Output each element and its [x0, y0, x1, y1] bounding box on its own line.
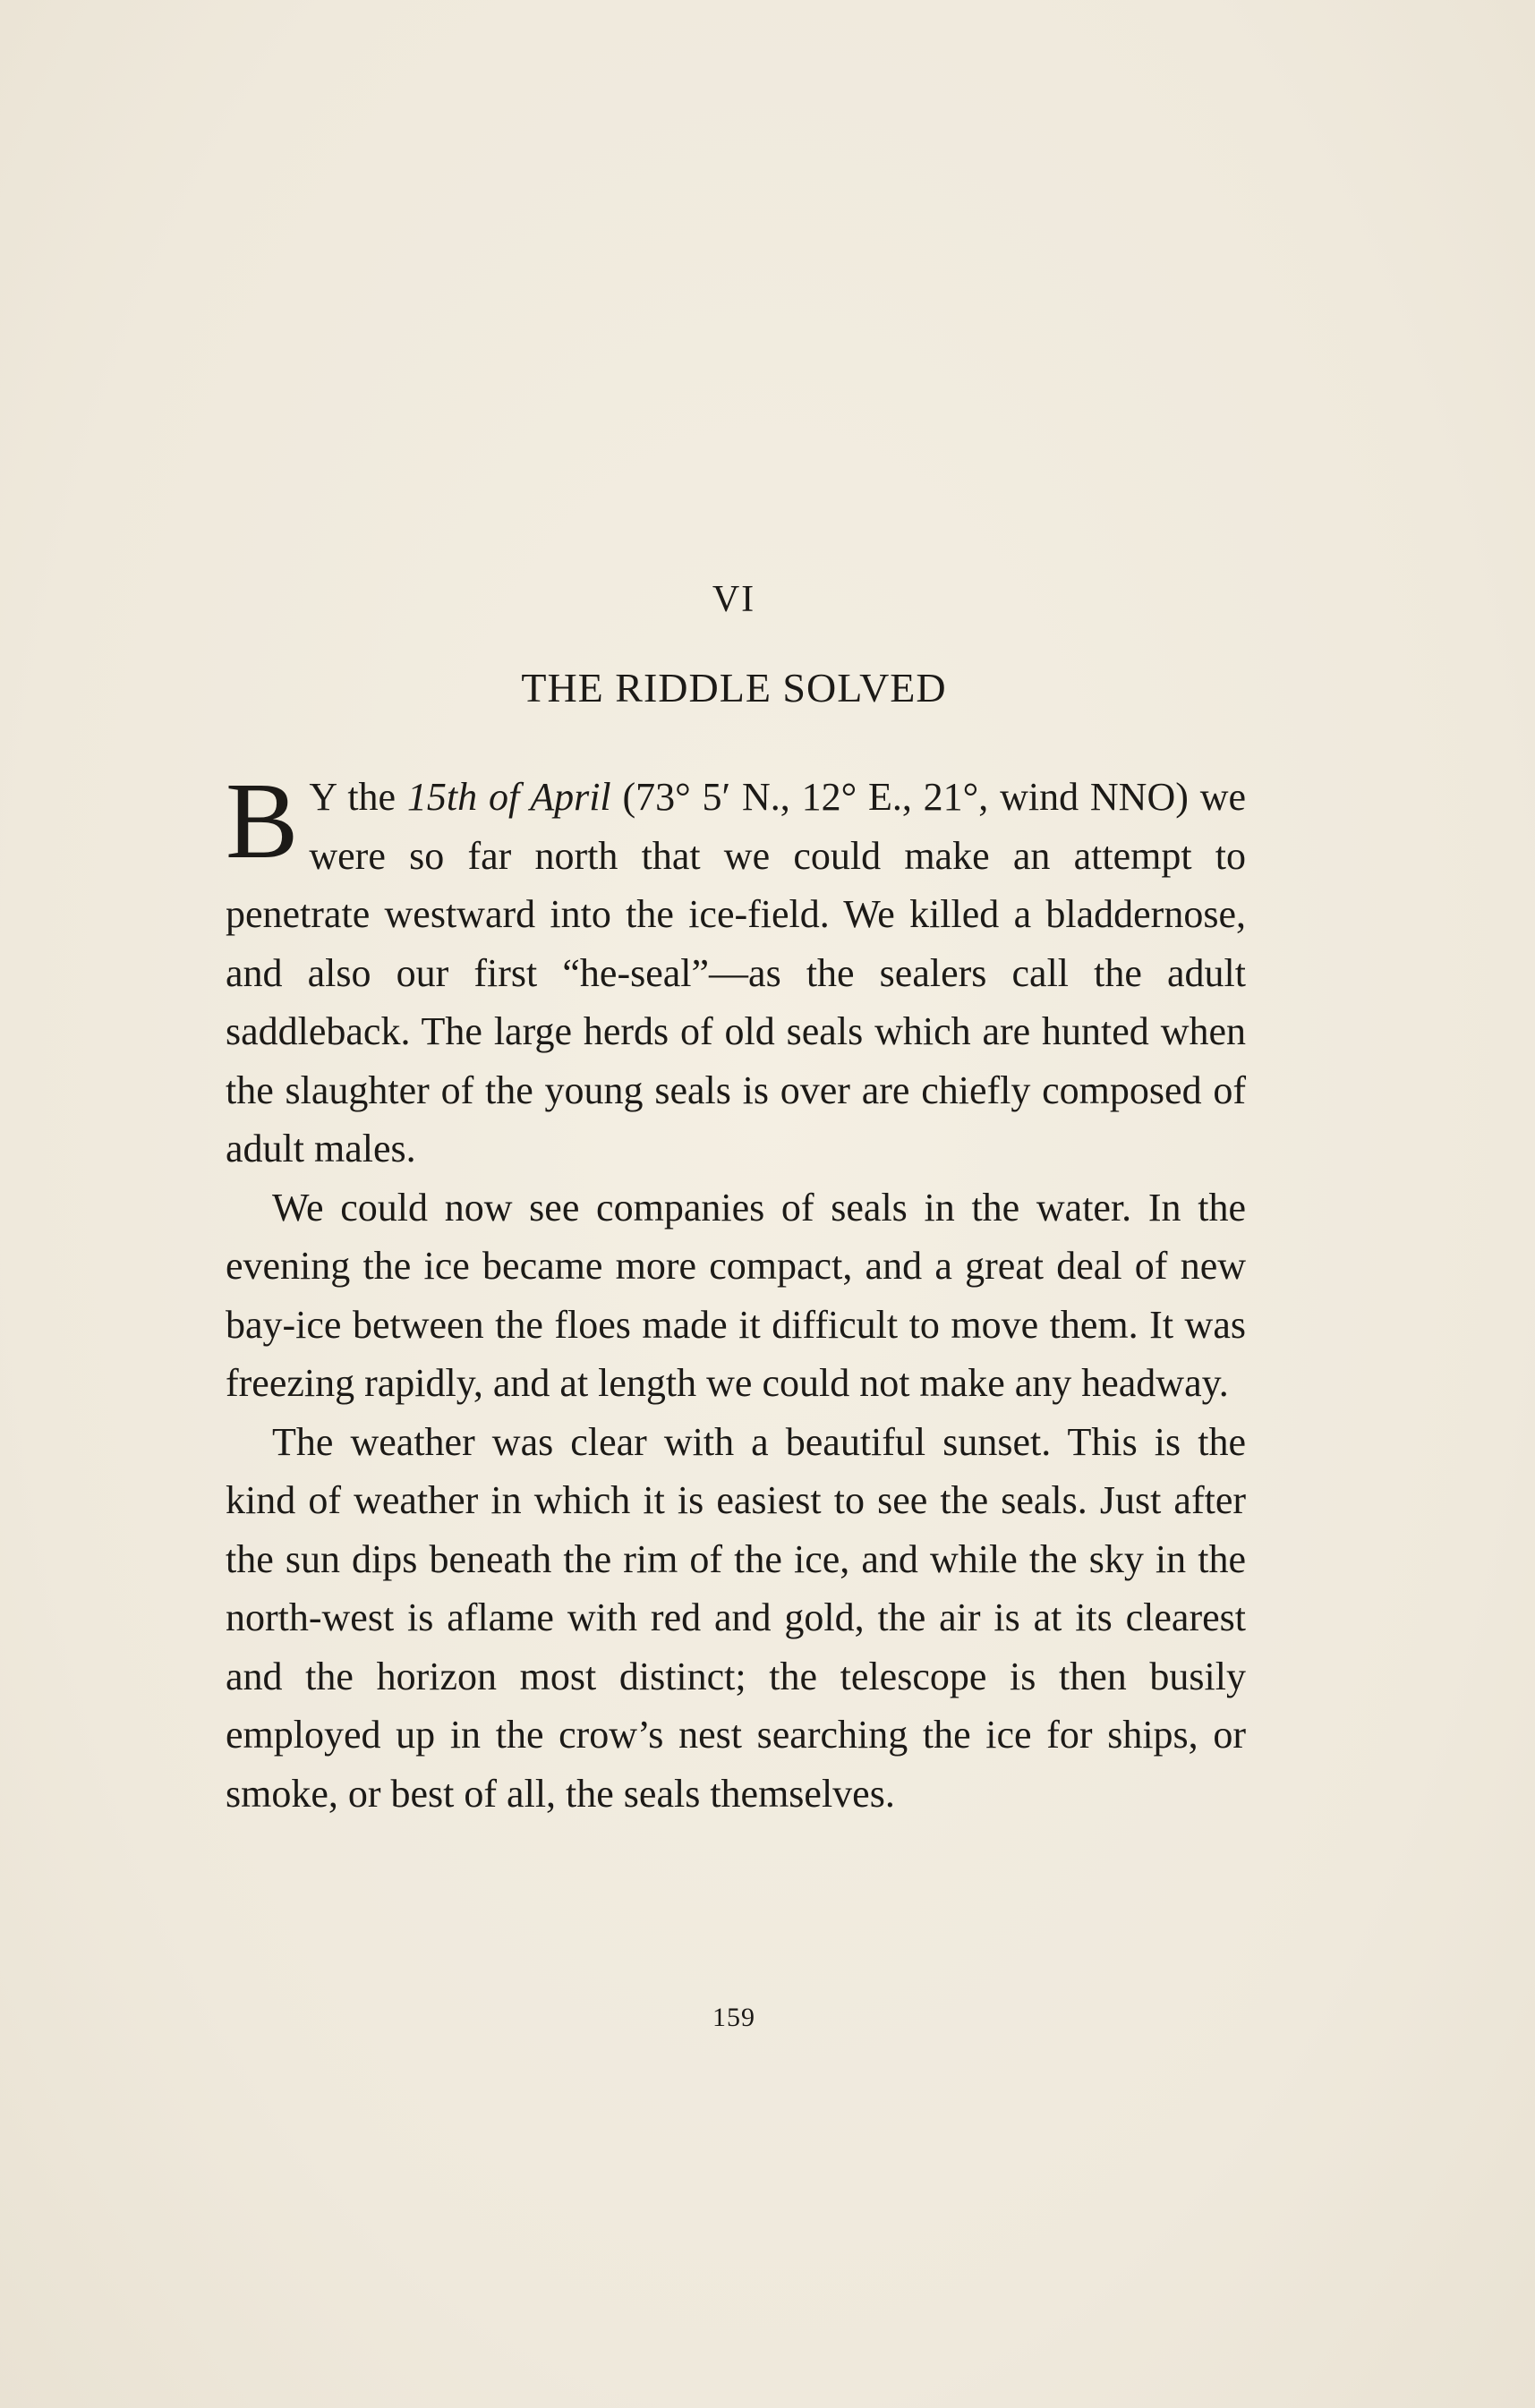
paragraph-2: We could now see companies of seals in the water. In the evening the ice became more compact, and a great deal of new bay-ice between the floes made it difficult to move them. It was freezing rapidly, and at length we could not make any headway. — [226, 1185, 1246, 1405]
drop-cap: B — [226, 761, 299, 881]
body-text — [226, 761, 1247, 1823]
paragraph-1-lead: Y the — [309, 775, 407, 819]
paragraph-1-date: 15th of April — [406, 775, 611, 819]
paragraph-1-rest: (73° 5′ N., 12° E., 21°, wind NNO) we were so far north that we could make an attempt to penetrate westward into the ice-field. We killed a bladdernose, and also our first “he-seal”—as the sealers call the adult saddleback. The large herds of old seals which are hunted when the slaughter of the young seals is over are chiefly composed of adult males. — [226, 775, 1247, 1170]
paragraph-1 — [226, 761, 1247, 1178]
page-number: 159 — [712, 2003, 755, 2032]
chapter-title: THE RIDDLE SOLVED — [521, 665, 947, 710]
chapter-number: VI — [712, 579, 756, 620]
paragraph-3: The weather was clear with a beautiful sunset. This is the kind of weather in which it is easiest to see the seals. Just after the sun dips beneath the rim of the ice, and while the sky in the north-west is aflame with red and gold, the air is at its clearest and the horizon most distinct; the telescope is then busily employed up in the crow’s nest searching the ice for ships, or smoke, or best of all, the seals themselves. — [226, 1419, 1246, 1816]
